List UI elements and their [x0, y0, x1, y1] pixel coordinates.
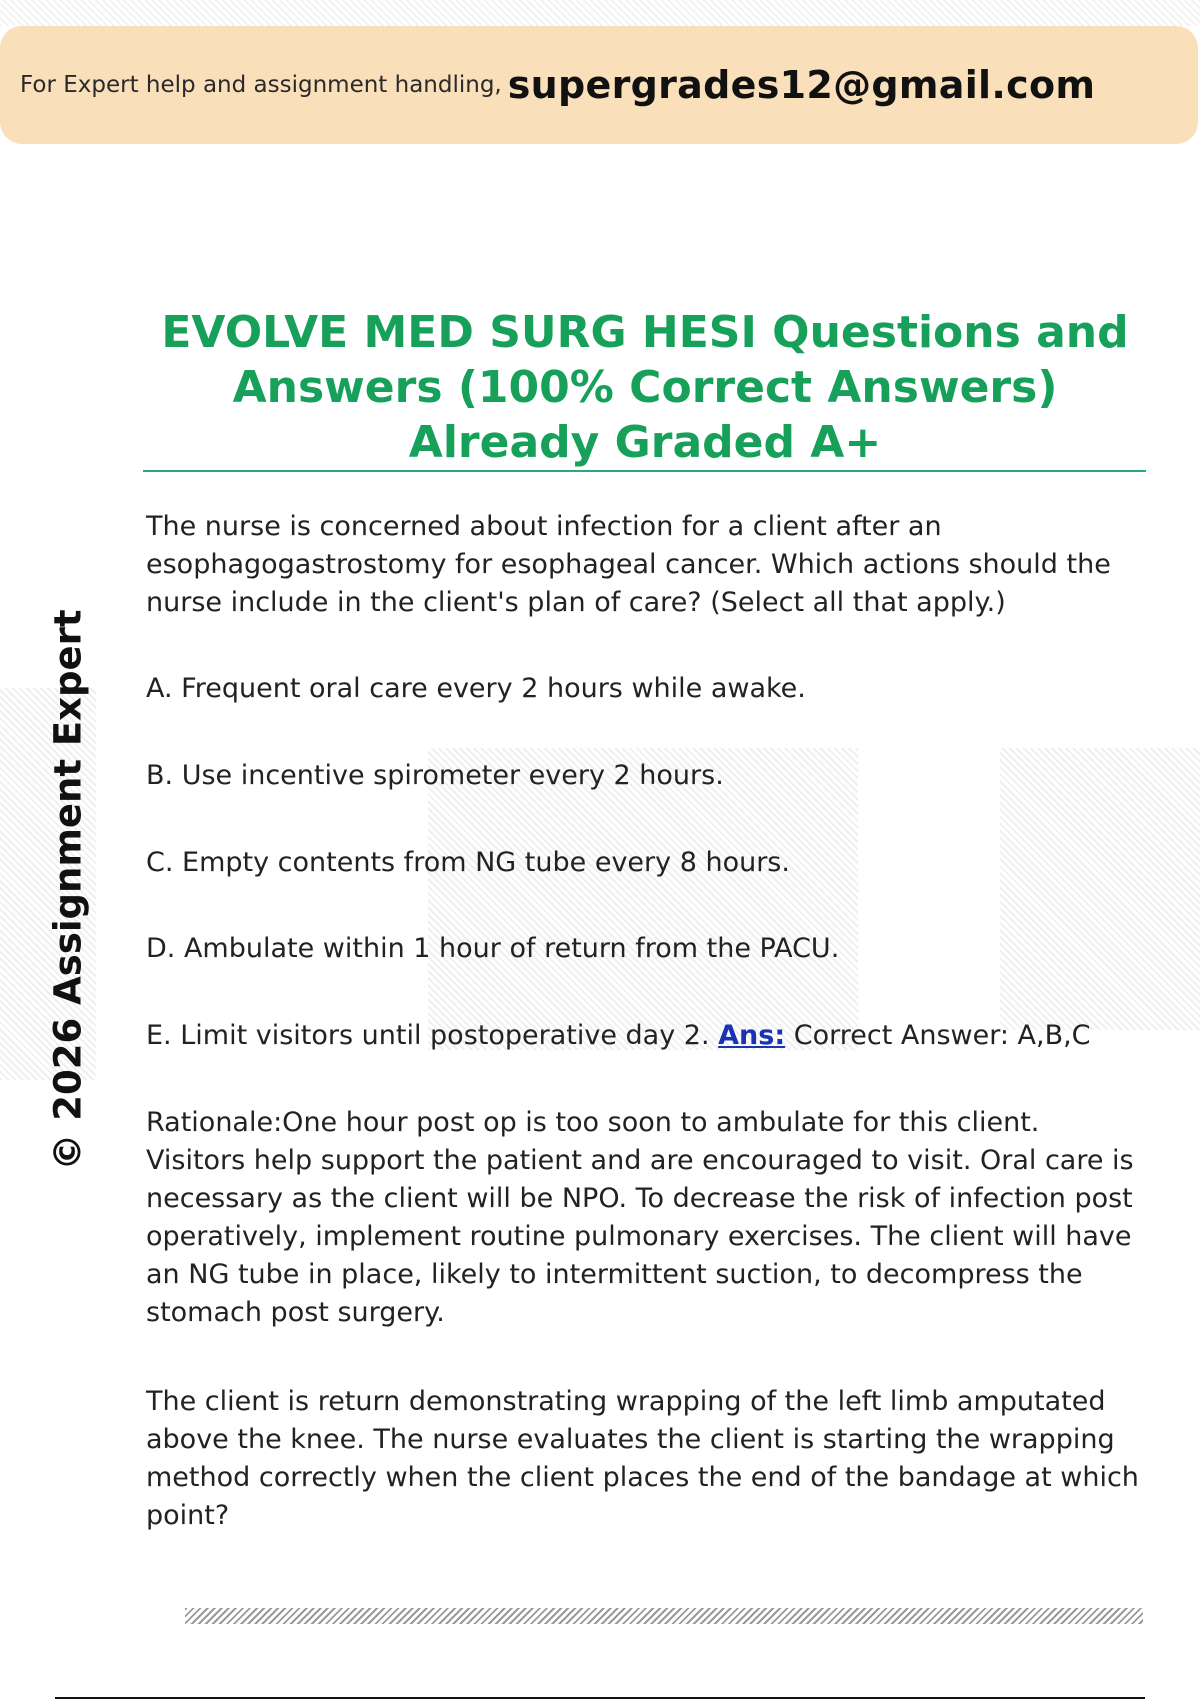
option-e: E. Limit visitors until postoperative day 2. [146, 1020, 710, 1051]
question-1-stem: The nurse is concerned about infection for a client after an esophagogastrostomy for esophageal cancer. Which actions should the nurse include in the client's plan of care? (Select all that apply.) [146, 511, 1111, 618]
rationale: Rationale:One hour post op is too soon to ambulate for this client. Visitors help support the patient and are encouraged to visit. Oral care is necessary as the client will be NPO. To decrease the risk of infection post operatively, implement routine pulmonary exercises. The client will have an NG tube in place, likely to intermittent suction, to decompress the stomach post surgery. [146, 1107, 1134, 1328]
option-a: A. Frequent oral care every 2 hours while awake. [146, 673, 806, 704]
answer-label: Ans: [718, 1020, 786, 1051]
option-d: D. Ambulate within 1 hour of return from the PACU. [146, 933, 840, 964]
option-e-with-answer [146, 1017, 1146, 1055]
option-c: C. Empty contents from NG tube every 8 hours. [146, 847, 790, 878]
footer-rule [55, 1697, 1145, 1699]
top-hatch-border [0, 0, 1200, 26]
answer-text: Correct Answer: A,B,C [793, 1020, 1091, 1051]
document-title: EVOLVE MED SURG HESI Questions and Answers (100% Correct Answers) Already Graded A+ [161, 307, 1129, 468]
footer-hatch [185, 1608, 1143, 1624]
copyright-watermark: © 2026 Assignment Expert [46, 609, 90, 1171]
question-2-stem: The client is return demonstrating wrapping of the left limb amputated above the knee. The nurse evaluates the client is starting the wrapping method correctly when the client places the end of the bandage at which point? [146, 1386, 1139, 1531]
contact-banner [0, 26, 1198, 144]
banner-text: For Expert help and assignment handling, [20, 72, 502, 98]
banner-email[interactable]: supergrades12@gmail.com [507, 63, 1096, 107]
title-divider [143, 470, 1146, 472]
option-b: B. Use incentive spirometer every 2 hours. [146, 760, 724, 791]
